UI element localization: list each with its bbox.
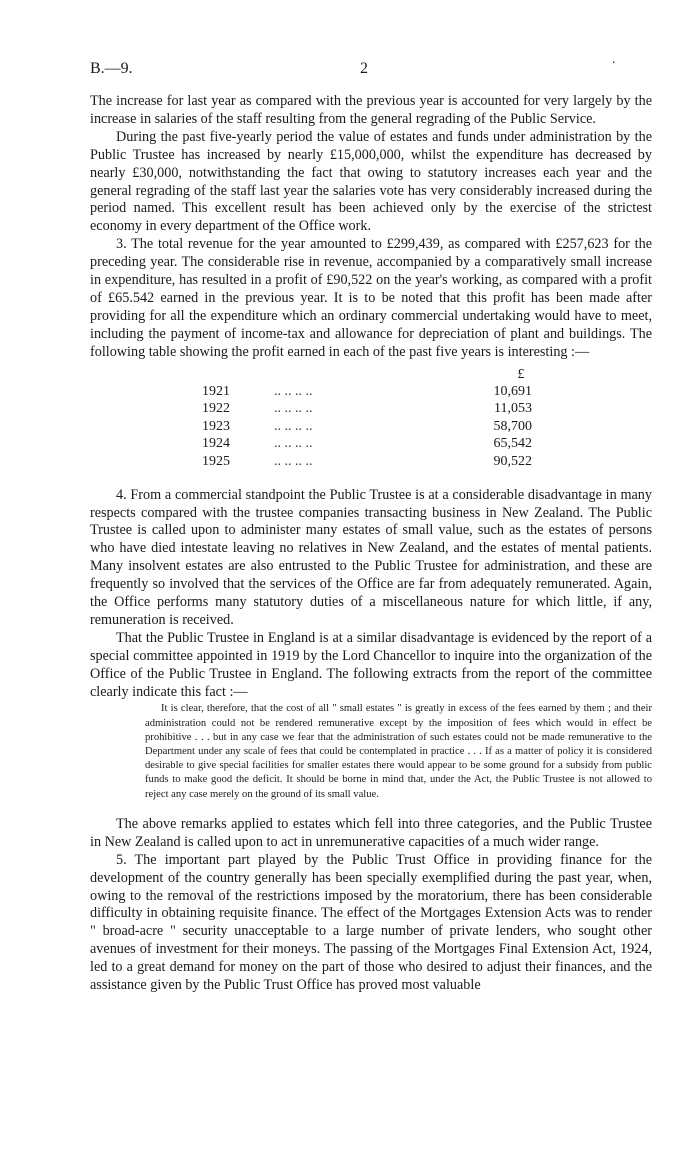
committee-report-extract: It is clear, therefore, that the cost of all " small estates " is greatly in excess of the fees earned by them ; and their administration could not be rendered remunerative except by the imposition of fees which would in effect be prohibitive . . . but in any case we fear that the administration of such estates could not be made remunerative to the Department under any scale of fees that could be contemplated in practice . . . If as a matter of policy it is considered desirable to give special facilities for smaller estates there would appear to be some ground for a subsidy from public funds to make good the deficit. It should be borne in mind that, under the Act, the Public Trustee is not allowed to reject any case merely on the ground of its small value. (145, 703, 652, 800)
margin-mark: · (611, 56, 616, 71)
dot-leader: .. .. .. .. (274, 436, 313, 452)
page-header (90, 56, 620, 80)
paragraph-group-bottom (90, 816, 652, 995)
dot-leader: .. .. .. .. (274, 401, 313, 417)
profit-table-row (202, 453, 532, 471)
dot-leader: .. .. .. .. (274, 453, 313, 469)
profit-table-row (202, 435, 532, 453)
profit-value: 90,522 (493, 453, 532, 469)
profit-value: 65,542 (493, 436, 532, 452)
page-number: 2 (360, 60, 368, 77)
profit-year: 1925 (202, 453, 230, 469)
profit-year: 1923 (202, 418, 230, 434)
profit-value: 10,691 (493, 383, 532, 399)
paragraph-group-mid (90, 487, 652, 702)
report-reference: B.—9. (90, 60, 133, 77)
profit-value: 58,700 (493, 418, 532, 434)
profit-table-row (202, 400, 532, 418)
document-body (90, 93, 652, 995)
paragraph-salaries: The increase for last year as compared with the previous year is accounted for very largely by the increase in salaries of the staff resulting from the general regrading of the Public Service. (90, 93, 652, 127)
profit-year: 1922 (202, 401, 230, 417)
spacer (90, 802, 652, 816)
paragraph-revenue: 3. The total revenue for the year amounted to £299,439, as compared with £257,623 for the preceding year. The considerable rise in revenue, accompanied by a comparatively small increase in expenditure, has resulted in a profit of £90,522 on the year's working, as compared with a profit of £65.542 earned in the previous year. It is to be noted that this profit has been made after providing for all the expenditure which an ordinary commercial undertaking would have to meet, including the payment of income-tax and allowance for depreciation of plant and buildings. The following table showing the profit earned in each of the past five years is interesting :— (90, 236, 652, 360)
profit-table (90, 366, 652, 472)
profit-table-row (202, 383, 532, 401)
dot-leader: .. .. .. .. (274, 383, 313, 399)
paragraph-finance-development: 5. The important part played by the Public Trust Office in providing finance for the development of the country generally has been specially exemplified during the past year, when, owing to the removal of the restrictions imposed by the moratorium, there has been considerable difficulty in obtaining requisite finance. The effect of the Mortgages Extension Acts was to render " broad-acre " security unacceptable to a large number of private lenders, who sought other avenues of investment for their moneys. The passing of the Mortgages Final Extension Act, 1924, led to a great demand for money on the part of those who desired to adjust their finances, and the assistance given by the Public Trust Office has proved most valuable (90, 851, 652, 994)
paragraph-group-top (90, 93, 652, 362)
paragraph-england-committee: That the Public Trustee in England is at a similar disadvantage is evidenced by the report of a special committee appointed in 1919 by the Lord Chancellor to inquire into the organization of the Office of the Public Trustee in England. The following extracts from the report of the committee clearly indicate this fact :— (90, 629, 652, 700)
profit-year: 1921 (202, 383, 230, 399)
profit-year: 1924 (202, 436, 230, 452)
spacer (90, 472, 652, 487)
paragraph-five-year-period: During the past five-yearly period the value of estates and funds under administration by the Public Trustee has increased by nearly £15,000,000, whilst the expenditure has decreased by nearly £30,000, notwithstanding the fact that owing to statutory increases each year and the general regrading of the staff last year the salaries vote has very considerably increased during the period named. This excellent result has been achieved only by the exercise of the strictest economy in every department of the Office work. (90, 128, 652, 235)
profit-value: 11,053 (494, 401, 532, 417)
dot-leader: .. .. .. .. (274, 418, 313, 434)
profit-table-unit: £ (517, 366, 525, 382)
paragraph-three-categories: The above remarks applied to estates which fell into three categories, and the Public Trustee in New Zealand is called upon to act in unremunerative capacities of a much wider range. (90, 815, 652, 850)
paragraph-commercial-standpoint: 4. From a commercial standpoint the Public Trustee is at a considerable disadvantage in many respects compared with the trustee companies transacting business in New Zealand. The Public Trustee is called upon to administer many estates of small value, such as the estates of persons who have died intestate leaving no relatives in New Zealand, and the estates of mental patients. Many insolvent estates are also entrusted to the Public Trustee for administration, and these are frequently so involved that the services of the Office are far from adequately remunerated. Again, the Office performs many statutory duties of a miscellaneous nature for which little, if any, remuneration is received. (90, 486, 652, 628)
profit-table-row (202, 418, 532, 436)
